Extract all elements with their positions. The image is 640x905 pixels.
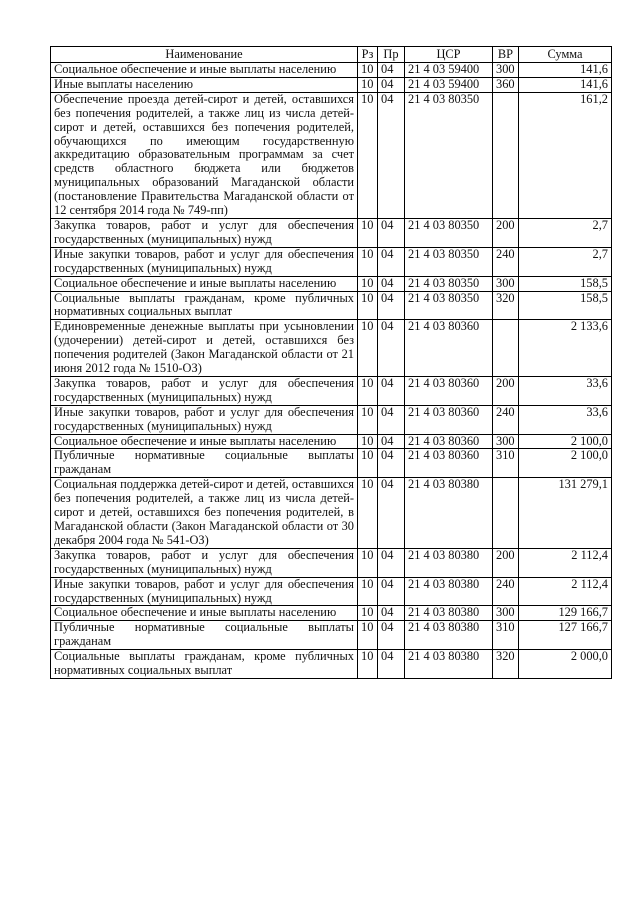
cell-rz: 10 (358, 548, 378, 577)
cell-rz: 10 (358, 63, 378, 78)
cell-sum: 129 166,7 (519, 606, 612, 621)
table-row (51, 92, 612, 218)
cell-rz: 10 (358, 650, 378, 679)
cell-vr: 310 (493, 621, 519, 650)
cell-csr: 21 4 03 80360 (405, 405, 493, 434)
cell-vr: 310 (493, 449, 519, 478)
cell-vr: 320 (493, 650, 519, 679)
table-row (51, 218, 612, 247)
cell-vr: 200 (493, 548, 519, 577)
cell-rz: 10 (358, 376, 378, 405)
cell-name: Единовременные денежные выплаты при усыновлении (удочерении) детей-сирот и детей, оставшихся без попечения родителей (Закон Магаданской области от 21 июня 2012 года № 1510-ОЗ) (51, 320, 358, 377)
cell-name: Социальное обеспечение и иные выплаты населению (51, 434, 358, 449)
cell-sum: 131 279,1 (519, 478, 612, 549)
cell-sum: 33,6 (519, 376, 612, 405)
cell-sum: 161,2 (519, 92, 612, 218)
cell-pr: 04 (378, 77, 405, 92)
cell-vr: 300 (493, 63, 519, 78)
cell-vr: 300 (493, 276, 519, 291)
table-row (51, 376, 612, 405)
cell-vr: 300 (493, 606, 519, 621)
cell-pr: 04 (378, 247, 405, 276)
header-row (51, 47, 612, 63)
header-rz: Рз (358, 47, 378, 63)
cell-csr: 21 4 03 80350 (405, 92, 493, 218)
table-row (51, 606, 612, 621)
cell-name: Социальное обеспечение и иные выплаты населению (51, 63, 358, 78)
cell-name: Социальные выплаты гражданам, кроме публичных нормативных социальных выплат (51, 650, 358, 679)
cell-pr: 04 (378, 478, 405, 549)
cell-sum: 2 133,6 (519, 320, 612, 377)
cell-csr: 21 4 03 80380 (405, 621, 493, 650)
table-row (51, 478, 612, 549)
table-header (51, 47, 612, 63)
cell-pr: 04 (378, 320, 405, 377)
cell-name: Публичные нормативные социальные выплаты гражданам (51, 621, 358, 650)
cell-pr: 04 (378, 92, 405, 218)
table-row (51, 320, 612, 377)
cell-csr: 21 4 03 80350 (405, 218, 493, 247)
cell-name: Социальное обеспечение и иные выплаты населению (51, 276, 358, 291)
cell-name: Иные закупки товаров, работ и услуг для обеспечения государственных (муниципальных) нужд (51, 405, 358, 434)
table-row (51, 247, 612, 276)
table-row (51, 434, 612, 449)
cell-rz: 10 (358, 92, 378, 218)
cell-sum: 2 100,0 (519, 449, 612, 478)
header-vr: ВР (493, 47, 519, 63)
cell-sum: 127 166,7 (519, 621, 612, 650)
cell-rz: 10 (358, 218, 378, 247)
cell-vr: 240 (493, 405, 519, 434)
cell-name: Иные закупки товаров, работ и услуг для обеспечения государственных (муниципальных) нужд (51, 247, 358, 276)
cell-vr: 300 (493, 434, 519, 449)
table-row (51, 449, 612, 478)
cell-name: Иные закупки товаров, работ и услуг для обеспечения государственных (муниципальных) нужд (51, 577, 358, 606)
cell-name: Обеспечение проезда детей-сирот и детей, оставшихся без попечения родителей, а также лиц из числа детей-сирот и детей, оставшихся без попечения родителей, обучающихся по имеющим государственную аккредитацию образовательным программам за счет средств областного бюджета или бюджетов муниципальных образований Магаданской области (постановление Правительства Магаданской области от 12 сентября 2014 года № 749-пп) (51, 92, 358, 218)
cell-sum: 2 112,4 (519, 577, 612, 606)
cell-rz: 10 (358, 276, 378, 291)
cell-sum: 2 112,4 (519, 548, 612, 577)
cell-pr: 04 (378, 650, 405, 679)
table-row (51, 291, 612, 320)
cell-rz: 10 (358, 405, 378, 434)
header-name: Наименование (51, 47, 358, 63)
cell-rz: 10 (358, 577, 378, 606)
cell-name: Закупка товаров, работ и услуг для обеспечения государственных (муниципальных) нужд (51, 376, 358, 405)
table-row (51, 63, 612, 78)
cell-vr: 360 (493, 77, 519, 92)
cell-rz: 10 (358, 247, 378, 276)
cell-vr: 240 (493, 577, 519, 606)
table-row (51, 621, 612, 650)
cell-name: Закупка товаров, работ и услуг для обеспечения государственных (муниципальных) нужд (51, 218, 358, 247)
cell-csr: 21 4 03 80350 (405, 247, 493, 276)
header-pr: Пр (378, 47, 405, 63)
cell-vr: 200 (493, 376, 519, 405)
cell-csr: 21 4 03 80380 (405, 650, 493, 679)
cell-rz: 10 (358, 449, 378, 478)
cell-rz: 10 (358, 606, 378, 621)
cell-name: Социальная поддержка детей-сирот и детей, оставшихся без попечения родителей, а также лиц из числа детей-сирот и детей, оставшихся без попечения родителей, в Магаданской области (Закон Магаданской области от 30 декабря 2004 года № 541-ОЗ) (51, 478, 358, 549)
cell-pr: 04 (378, 405, 405, 434)
table-body (51, 63, 612, 679)
cell-vr: 320 (493, 291, 519, 320)
cell-name: Публичные нормативные социальные выплаты гражданам (51, 449, 358, 478)
cell-pr: 04 (378, 606, 405, 621)
cell-pr: 04 (378, 434, 405, 449)
cell-sum: 33,6 (519, 405, 612, 434)
cell-sum: 141,6 (519, 77, 612, 92)
cell-csr: 21 4 03 80380 (405, 606, 493, 621)
cell-csr: 21 4 03 80350 (405, 276, 493, 291)
cell-csr: 21 4 03 59400 (405, 77, 493, 92)
header-csr: ЦСР (405, 47, 493, 63)
cell-name: Социальное обеспечение и иные выплаты населению (51, 606, 358, 621)
cell-vr: 240 (493, 247, 519, 276)
cell-pr: 04 (378, 218, 405, 247)
cell-name: Закупка товаров, работ и услуг для обеспечения государственных (муниципальных) нужд (51, 548, 358, 577)
cell-sum: 2,7 (519, 218, 612, 247)
cell-vr (493, 92, 519, 218)
header-sum: Сумма (519, 47, 612, 63)
cell-sum: 141,6 (519, 63, 612, 78)
cell-sum: 2,7 (519, 247, 612, 276)
table-row (51, 548, 612, 577)
cell-vr (493, 478, 519, 549)
table-row (51, 650, 612, 679)
cell-vr: 200 (493, 218, 519, 247)
table-row (51, 276, 612, 291)
cell-sum: 2 000,0 (519, 650, 612, 679)
cell-rz: 10 (358, 291, 378, 320)
cell-name: Иные выплаты населению (51, 77, 358, 92)
table-row (51, 577, 612, 606)
cell-rz: 10 (358, 77, 378, 92)
cell-csr: 21 4 03 80360 (405, 449, 493, 478)
cell-pr: 04 (378, 291, 405, 320)
cell-sum: 158,5 (519, 291, 612, 320)
cell-csr: 21 4 03 80360 (405, 376, 493, 405)
cell-rz: 10 (358, 320, 378, 377)
cell-csr: 21 4 03 80380 (405, 577, 493, 606)
cell-pr: 04 (378, 376, 405, 405)
cell-csr: 21 4 03 59400 (405, 63, 493, 78)
cell-rz: 10 (358, 478, 378, 549)
cell-pr: 04 (378, 577, 405, 606)
cell-rz: 10 (358, 434, 378, 449)
cell-vr (493, 320, 519, 377)
cell-csr: 21 4 03 80380 (405, 548, 493, 577)
cell-pr: 04 (378, 449, 405, 478)
cell-csr: 21 4 03 80380 (405, 478, 493, 549)
table-row (51, 77, 612, 92)
cell-sum: 2 100,0 (519, 434, 612, 449)
cell-csr: 21 4 03 80350 (405, 291, 493, 320)
budget-table (50, 46, 612, 679)
table-row (51, 405, 612, 434)
cell-pr: 04 (378, 276, 405, 291)
cell-sum: 158,5 (519, 276, 612, 291)
cell-rz: 10 (358, 621, 378, 650)
cell-name: Социальные выплаты гражданам, кроме публичных нормативных социальных выплат (51, 291, 358, 320)
cell-csr: 21 4 03 80360 (405, 434, 493, 449)
cell-csr: 21 4 03 80360 (405, 320, 493, 377)
cell-pr: 04 (378, 621, 405, 650)
cell-pr: 04 (378, 63, 405, 78)
cell-pr: 04 (378, 548, 405, 577)
